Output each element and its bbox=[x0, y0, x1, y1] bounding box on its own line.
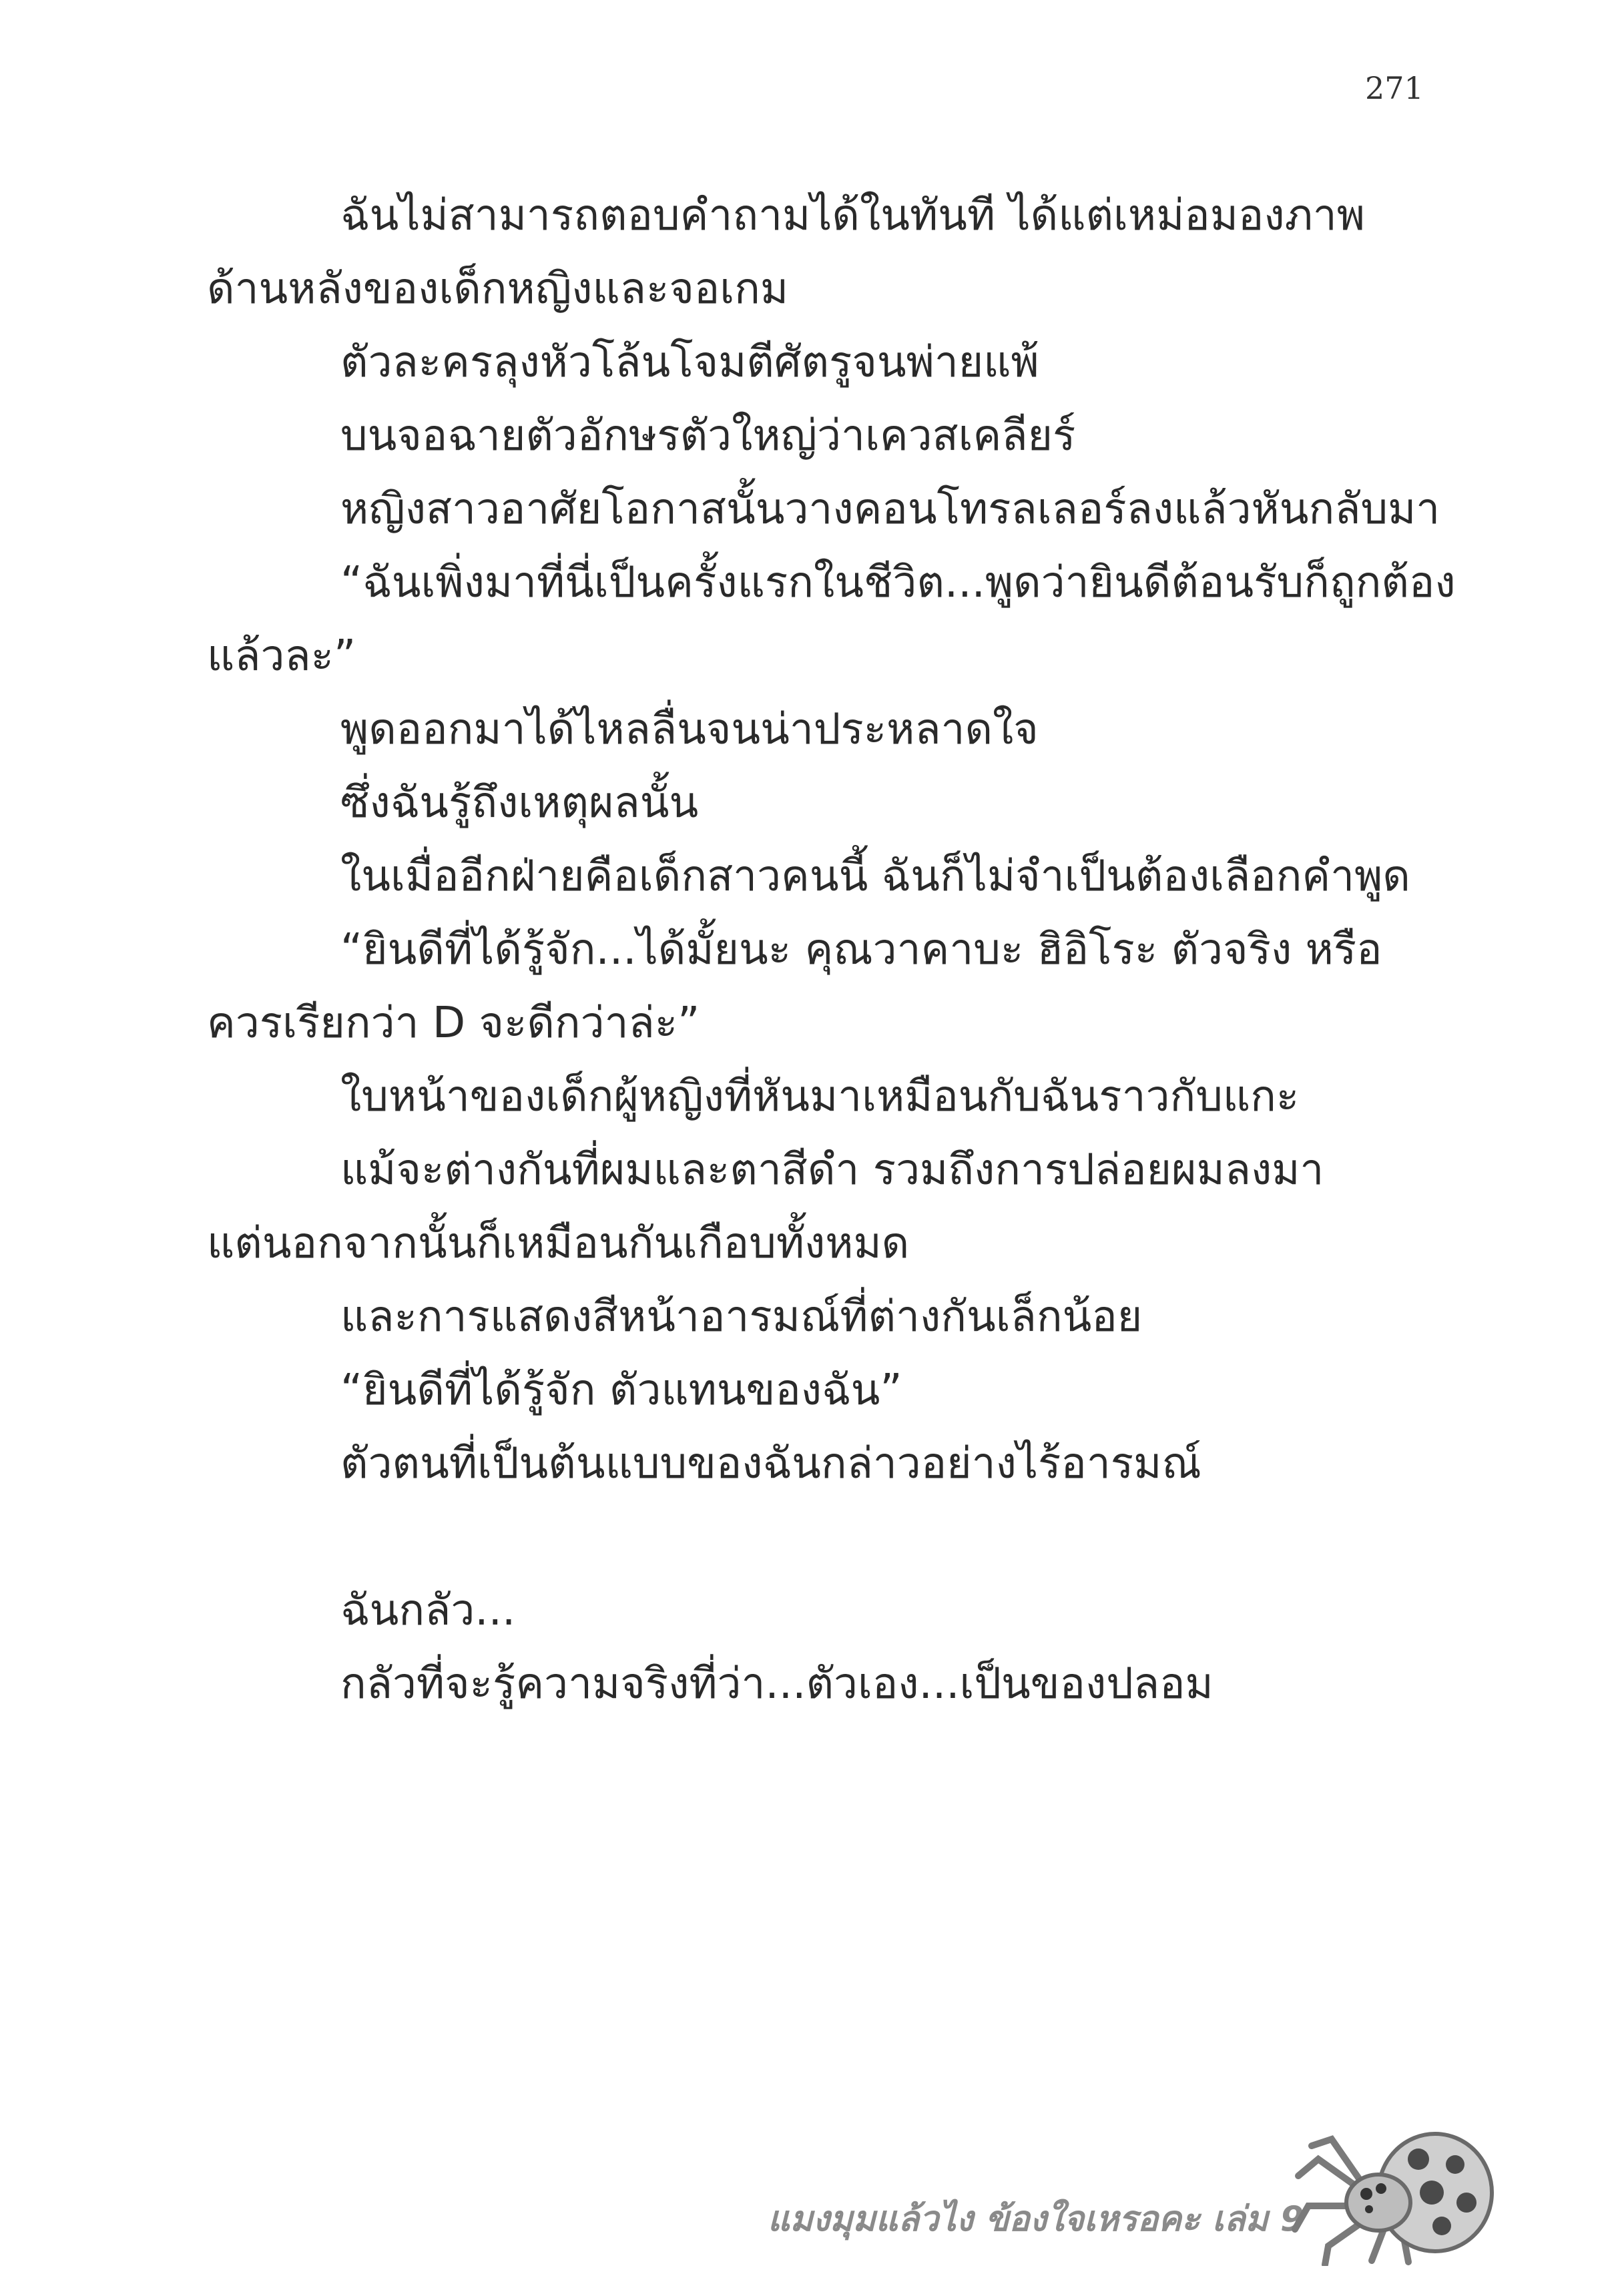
paragraph-line: และการแสดงสีหน้าอารมณ์ที่ต่างกันเล็กน้อย bbox=[340, 1292, 1143, 1342]
body-text bbox=[207, 179, 1456, 1721]
paragraph-line: ฉันกลัว... bbox=[340, 1586, 516, 1635]
paragraph-line: กลัวที่จะรู้ความจริงที่ว่า...ตัวเอง...เป็นของปลอม bbox=[340, 1659, 1214, 1709]
page-number: 271 bbox=[1365, 70, 1424, 106]
paragraph-line: แล้วละ” bbox=[207, 631, 356, 681]
spider-icon bbox=[1292, 2112, 1499, 2266]
paragraph-line: “ฉันเพิ่งมาที่นี่เป็นครั้งแรกในชีวิต...พูดว่ายินดีต้อนรับก็ถูกต้อง bbox=[340, 558, 1456, 607]
book-title: แมงมุมแล้วไง ข้องใจเหรอคะ เล่ม 9 bbox=[768, 2199, 1305, 2239]
paragraph-line: ด้านหลังของเด็กหญิงและจอเกม bbox=[207, 264, 789, 314]
paragraph-line: บนจอฉายตัวอักษรตัวใหญ่ว่าเควสเคลียร์ bbox=[340, 411, 1076, 461]
paragraph-line: แม้จะต่างกันที่ผมและตาสีดำ รวมถึงการปล่อยผมลงมา bbox=[340, 1145, 1324, 1195]
paragraph-line: พูดออกมาได้ไหลลื่นจนน่าประหลาดใจ bbox=[340, 705, 1039, 754]
paragraph-line: ควรเรียกว่า D จะดีกว่าล่ะ” bbox=[207, 998, 700, 1048]
paragraph-line: ซึ่งฉันรู้ถึงเหตุผลนั้น bbox=[340, 778, 699, 828]
section-break bbox=[207, 1500, 1415, 1574]
paragraph-line: ตัวตนที่เป็นต้นแบบของฉันกล่าวอย่างไร้อารมณ์ bbox=[340, 1439, 1201, 1488]
paragraph-line: หญิงสาวอาศัยโอกาสนั้นวางคอนโทรลเลอร์ลงแล้วหันกลับมา bbox=[340, 485, 1440, 534]
paragraph-line: ตัวละครลุงหัวโล้นโจมตีศัตรูจนพ่ายแพ้ bbox=[340, 338, 1039, 387]
paragraph-line: ใบหน้าของเด็กผู้หญิงที่หันมาเหมือนกับฉันราวกับแกะ bbox=[340, 1072, 1300, 1121]
paragraph-line: ในเมื่ออีกฝ่ายคือเด็กสาวคนนี้ ฉันก็ไม่จำเป็นต้องเลือกคำพูด bbox=[340, 852, 1410, 901]
paragraph-line: “ยินดีที่ได้รู้จัก...ได้มั้ยนะ คุณวาคาบะ ฮิอิโระ ตัวจริง หรือ bbox=[340, 925, 1382, 974]
paragraph-line: ฉันไม่สามารถตอบคำถามได้ในทันที ได้แต่เหม่อมองภาพ bbox=[340, 191, 1365, 240]
paragraph-line: “ยินดีที่ได้รู้จัก ตัวแทนของฉัน” bbox=[340, 1366, 902, 1415]
paragraph-line: แต่นอกจากนั้นก็เหมือนกันเกือบทั้งหมด bbox=[207, 1219, 910, 1268]
